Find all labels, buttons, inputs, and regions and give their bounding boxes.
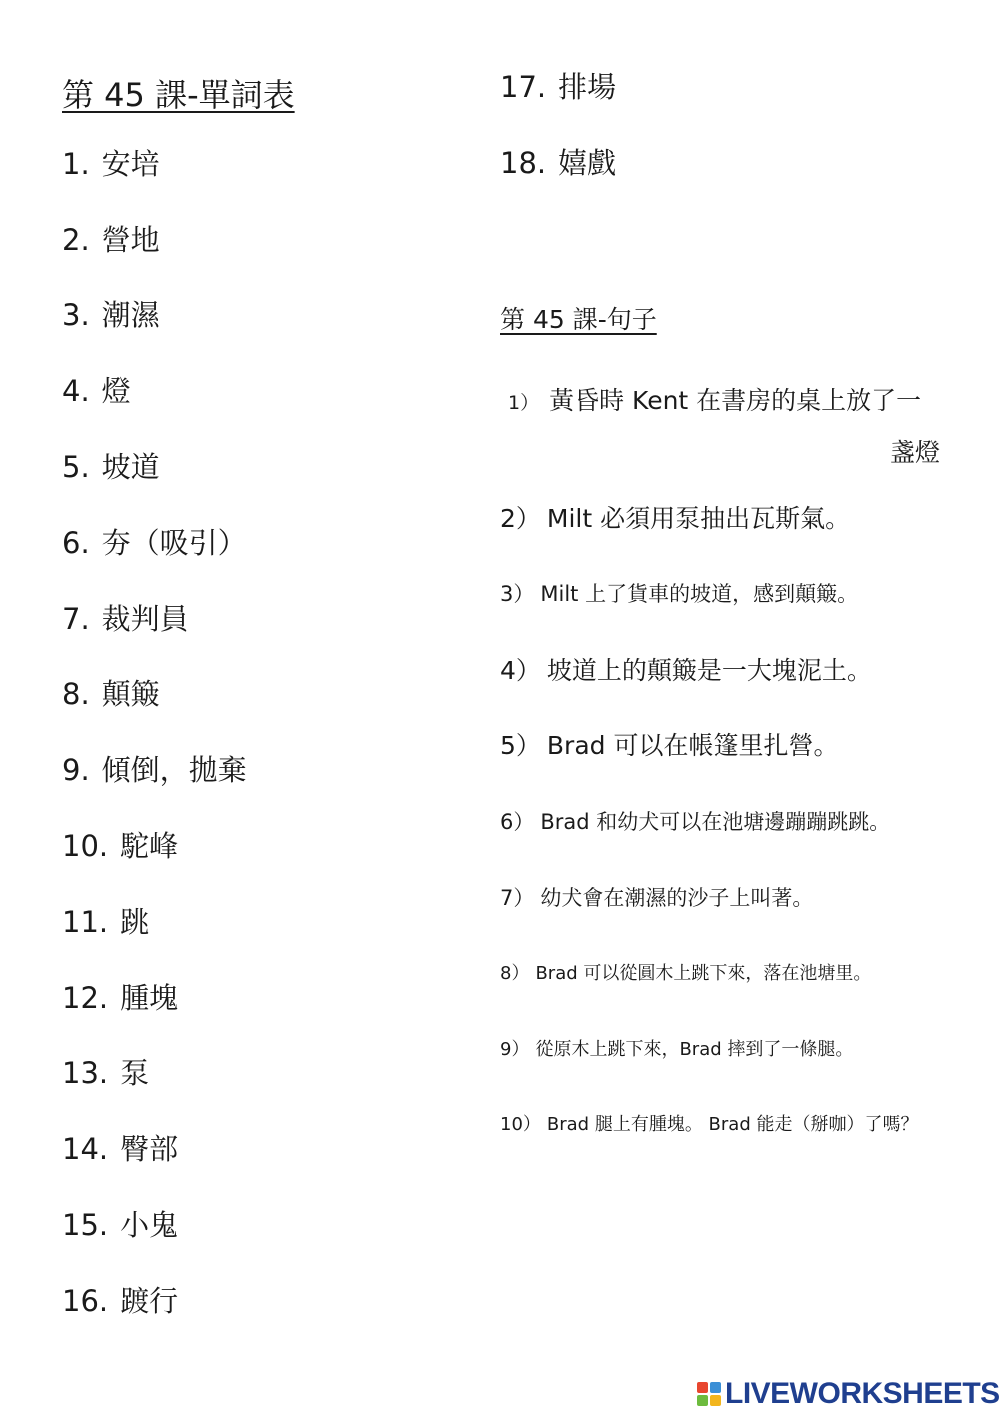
sentence-item <box>500 733 838 758</box>
vocab-item <box>62 602 189 636</box>
vocab-word: 燈 <box>101 374 131 408</box>
sentence-text: Milt 必須用泵抽出瓦斯氣。 <box>546 504 851 533</box>
vocab-word: 踱行 <box>120 1284 179 1318</box>
vocab-item <box>62 450 160 484</box>
vocab-item <box>62 526 247 560</box>
sentence-text: Milt 上了貨車的坡道，感到顛簸。 <box>540 582 859 606</box>
vocab-number: 9. <box>62 753 90 787</box>
vocab-number: 6. <box>62 526 90 560</box>
logo-square-icon <box>697 1382 708 1393</box>
sentence-text: Brad 和幼犬可以在池塘邊蹦蹦跳跳。 <box>540 810 891 834</box>
sentence-line <box>508 376 940 428</box>
vocab-item <box>62 1284 179 1318</box>
sentence-item <box>508 376 940 478</box>
vocab-number: 13. <box>62 1056 109 1090</box>
sentence-number: 6） <box>500 810 535 834</box>
vocab-number: 10. <box>62 829 109 863</box>
vocab-word: 腫塊 <box>120 981 179 1015</box>
sentence-text: Brad 腿上有腫塊。 Brad 能走（掰咖）了嗎？ <box>546 1114 919 1135</box>
logo-square-icon <box>697 1395 708 1406</box>
vocab-item <box>500 146 617 180</box>
sentence-text: Brad 可以在帳篷里扎營。 <box>546 731 839 760</box>
sentence-number: 3） <box>500 582 535 606</box>
vocab-item <box>62 374 131 408</box>
sentence-text: 坡道上的顛簸是一大塊泥土。 <box>546 656 872 685</box>
sentence-item <box>500 1041 853 1059</box>
vocab-word: 潮濕 <box>101 298 160 332</box>
vocab-item <box>62 147 160 181</box>
sentence-text: 黃昏時 Kent 在書房的桌上放了一 <box>549 386 922 415</box>
sentence-continuation: 盞燈 <box>889 438 940 467</box>
vocab-item <box>62 298 160 332</box>
vocab-number: 4. <box>62 374 90 408</box>
vocab-item <box>62 677 160 711</box>
vocab-word: 安培 <box>101 147 160 181</box>
vocab-number: 7. <box>62 602 90 636</box>
sentence-number: 1） <box>508 392 540 414</box>
sentence-item <box>500 888 813 909</box>
sentence-number: 9） <box>500 1039 530 1060</box>
vocab-number: 15. <box>62 1208 109 1242</box>
vocab-item <box>62 1056 150 1090</box>
sentence-text: 從原木上跳下來，Brad 摔到了一條腿。 <box>535 1039 854 1060</box>
sentence-number: 8） <box>500 963 530 984</box>
sentence-item <box>500 812 890 833</box>
logo-square-icon <box>710 1395 721 1406</box>
vocab-word: 泵 <box>120 1056 150 1090</box>
liveworksheets-logo[interactable] <box>697 1378 1000 1410</box>
vocab-item <box>62 223 160 257</box>
vocab-word: 排場 <box>558 70 617 104</box>
vocab-item <box>500 70 617 104</box>
vocab-item <box>62 753 247 787</box>
vocab-number: 11. <box>62 905 109 939</box>
vocab-item <box>62 1132 179 1166</box>
vocab-number: 18. <box>500 146 547 180</box>
vocab-word: 小鬼 <box>120 1208 179 1242</box>
sentence-item <box>500 965 871 983</box>
vocab-word: 臀部 <box>120 1132 179 1166</box>
sentence-number: 7） <box>500 886 535 910</box>
sentence-number: 5） <box>500 731 541 760</box>
sentence-item <box>500 1116 918 1134</box>
vocab-word: 跳 <box>120 905 150 939</box>
vocab-item <box>62 905 150 939</box>
sentence-text: 幼犬會在潮濕的沙子上叫著。 <box>540 886 814 910</box>
vocab-number: 5. <box>62 450 90 484</box>
vocab-number: 14. <box>62 1132 109 1166</box>
vocab-item <box>62 829 179 863</box>
vocab-word: 裁判員 <box>101 602 189 636</box>
vocab-word: 傾倒，拋棄 <box>101 753 247 787</box>
sentence-text: Brad 可以從圓木上跳下來，落在池塘里。 <box>535 963 872 984</box>
sentence-number: 2） <box>500 504 541 533</box>
vocab-item <box>62 981 179 1015</box>
vocab-number: 17. <box>500 70 547 104</box>
logo-mark-icon <box>697 1382 721 1406</box>
vocab-word: 營地 <box>101 223 160 257</box>
vocab-item <box>62 1208 179 1242</box>
vocab-number: 3. <box>62 298 90 332</box>
vocab-number: 2. <box>62 223 90 257</box>
vocab-title: 第 45 課-單詞表 <box>62 76 295 114</box>
vocab-number: 12. <box>62 981 109 1015</box>
sentences-title: 第 45 課-句子 <box>500 305 657 334</box>
logo-text: LIVEWORKSHEETS <box>725 1377 1000 1410</box>
sentence-item <box>500 658 872 683</box>
vocab-word: 顛簸 <box>101 677 160 711</box>
vocab-word: 夯（吸引） <box>101 526 247 560</box>
vocab-number: 16. <box>62 1284 109 1318</box>
sentence-number: 10） <box>500 1114 541 1135</box>
vocab-number: 1. <box>62 147 90 181</box>
sentence-number: 4） <box>500 656 541 685</box>
vocab-number: 8. <box>62 677 90 711</box>
vocab-word: 嬉戲 <box>558 146 617 180</box>
logo-square-icon <box>710 1382 721 1393</box>
sentence-item <box>500 506 850 531</box>
vocab-word: 駝峰 <box>120 829 179 863</box>
vocab-word: 坡道 <box>101 450 160 484</box>
sentence-item <box>500 584 858 605</box>
